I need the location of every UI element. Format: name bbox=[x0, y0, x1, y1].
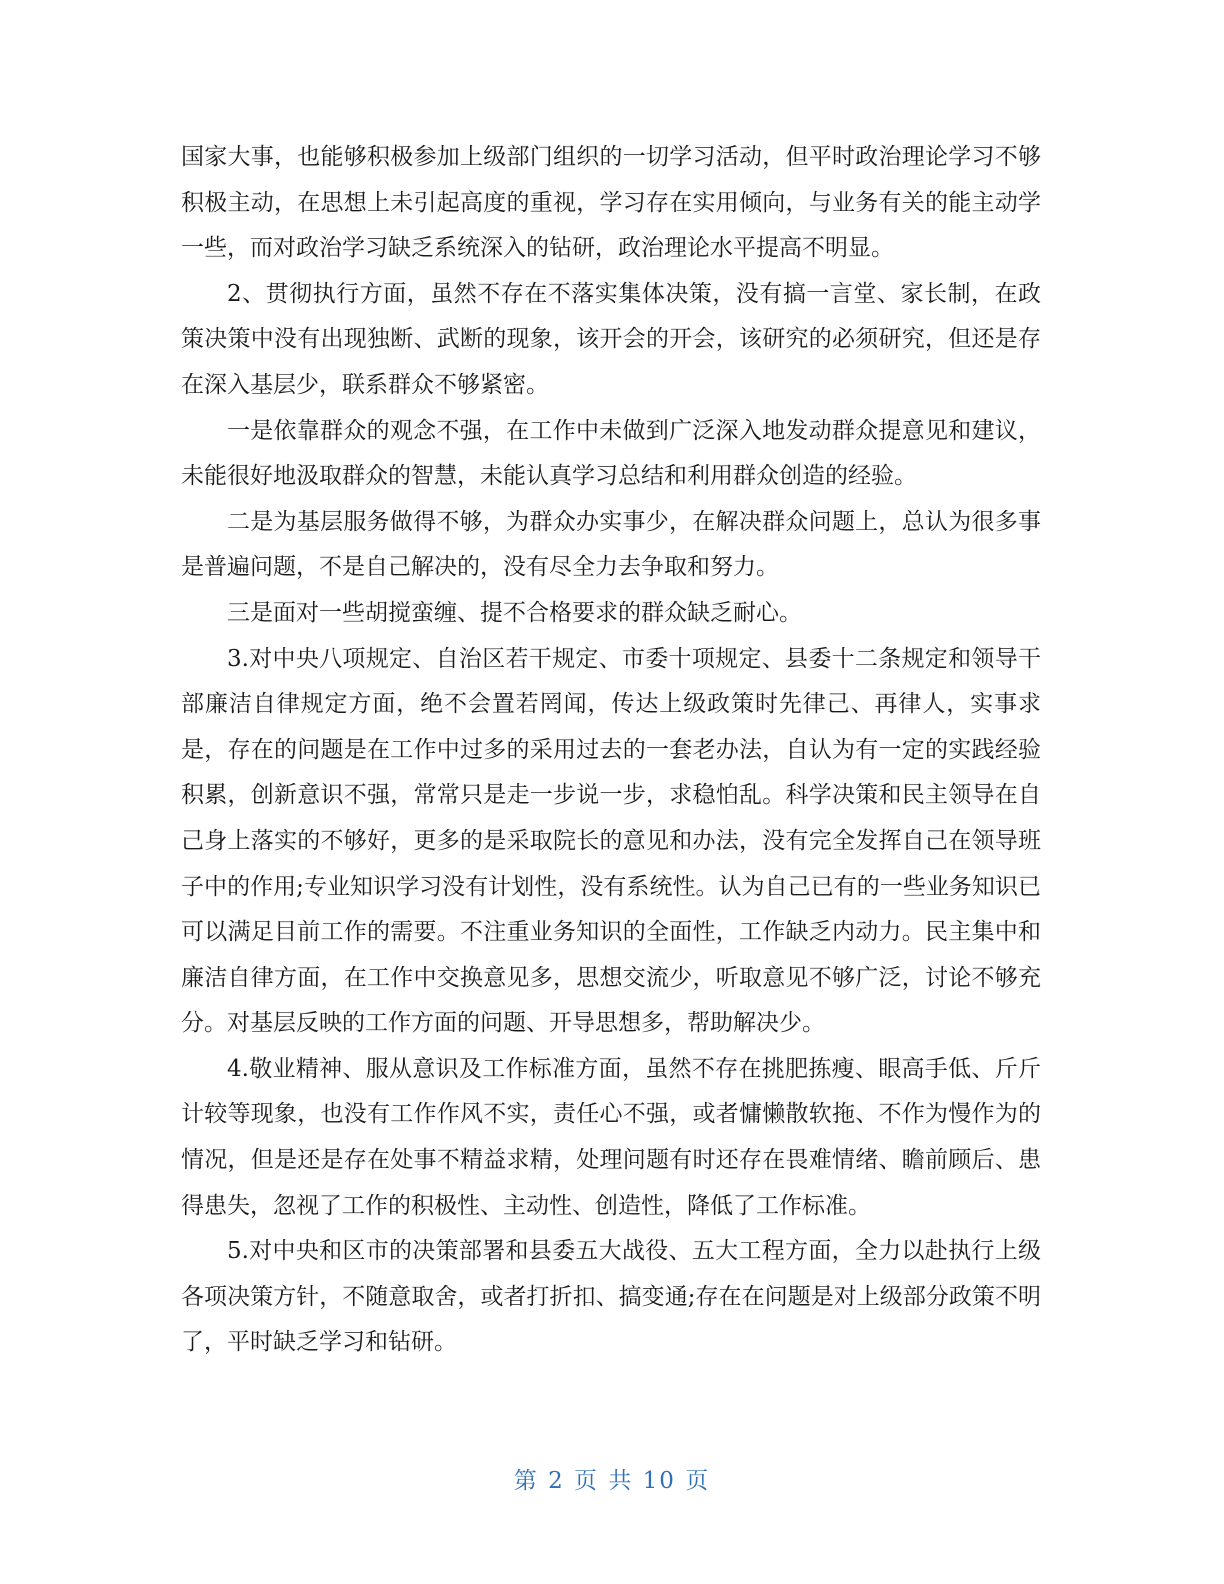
paragraph-item-4: 4.敬业精神、服从意识及工作标准方面，虽然不存在挑肥拣瘦、眼高手低、斤斤计较等现象，也没有工作作风不实，责任心不强，或者慵懒散软拖、不作为慢作为的情况，但是还是存在处事不精益求精，处理问题有时还存在畏难情绪、瞻前顾后、患得患失，忽视了工作的积极性、主动性、创造性，降低了工作标准。 bbox=[181, 1055, 1041, 1219]
paragraph-continued: 国家大事，也能够积极参加上级部门组织的一切学习活动，但平时政治理论学习不够积极主动，在思想上未引起高度的重视，学习存在实用倾向，与业务有关的能主动学一些，而对政治学习缺乏系统深入的钻研，政治理论水平提高不明显。 bbox=[181, 144, 1041, 262]
paragraph-point-1: 一是依靠群众的观念不强，在工作中未做到广泛深入地发动群众提意见和建议，未能很好地汲取群众的智慧，未能认真学习总结和利用群众创造的经验。 bbox=[181, 417, 1041, 490]
paragraph-item-2: 2、贯彻执行方面，虽然不存在不落实集体决策，没有搞一言堂、家长制，在政策决策中没有出现独断、武断的现象，该开会的开会，该研究的必须研究，但还是存在深入基层少，联系群众不够紧密。 bbox=[181, 280, 1041, 398]
paragraph-point-3: 三是面对一些胡搅蛮缠、提不合格要求的群众缺乏耐心。 bbox=[227, 599, 802, 626]
page-number-footer: 第 2 页 共 10 页 bbox=[513, 1468, 711, 1494]
document-body bbox=[181, 135, 1041, 1366]
paragraph-point-2: 二是为基层服务做得不够，为群众办实事少，在解决群众问题上，总认为很多事是普遍问题，不是自己解决的，没有尽全力去争取和努力。 bbox=[181, 508, 1041, 581]
paragraph-item-5: 5.对中央和区市的决策部署和县委五大战役、五大工程方面，全力以赴执行上级各项决策方针，不随意取舍，或者打折扣、搞变通;存在在问题是对上级部分政策不明了，平时缺乏学习和钻研。 bbox=[181, 1238, 1041, 1356]
paragraph-item-3: 3.对中央八项规定、自治区若干规定、市委十项规定、县委十二条规定和领导干部廉洁自律规定方面，绝不会置若罔闻，传达上级政策时先律己、再律人，实事求是，存在的问题是在工作中过多的采用过去的一套老办法，自认为有一定的实践经验积累，创新意识不强，常常只是走一步说一步，求稳怕乱。科学决策和民主领导在自己身上落实的不够好，更多的是采取院长的意见和办法，没有完全发挥自己在领导班子中的作用;专业知识学习没有计划性，没有系统性。认为自己已有的一些业务知识已可以满足目前工作的需要。不注重业务知识的全面性，工作缺乏内动力。民主集中和廉洁自律方面，在工作中交换意见多，思想交流少，听取意见不够广泛，讨论不够充分。对基层反映的工作方面的问题、开导思想多，帮助解决少。 bbox=[181, 645, 1041, 1037]
